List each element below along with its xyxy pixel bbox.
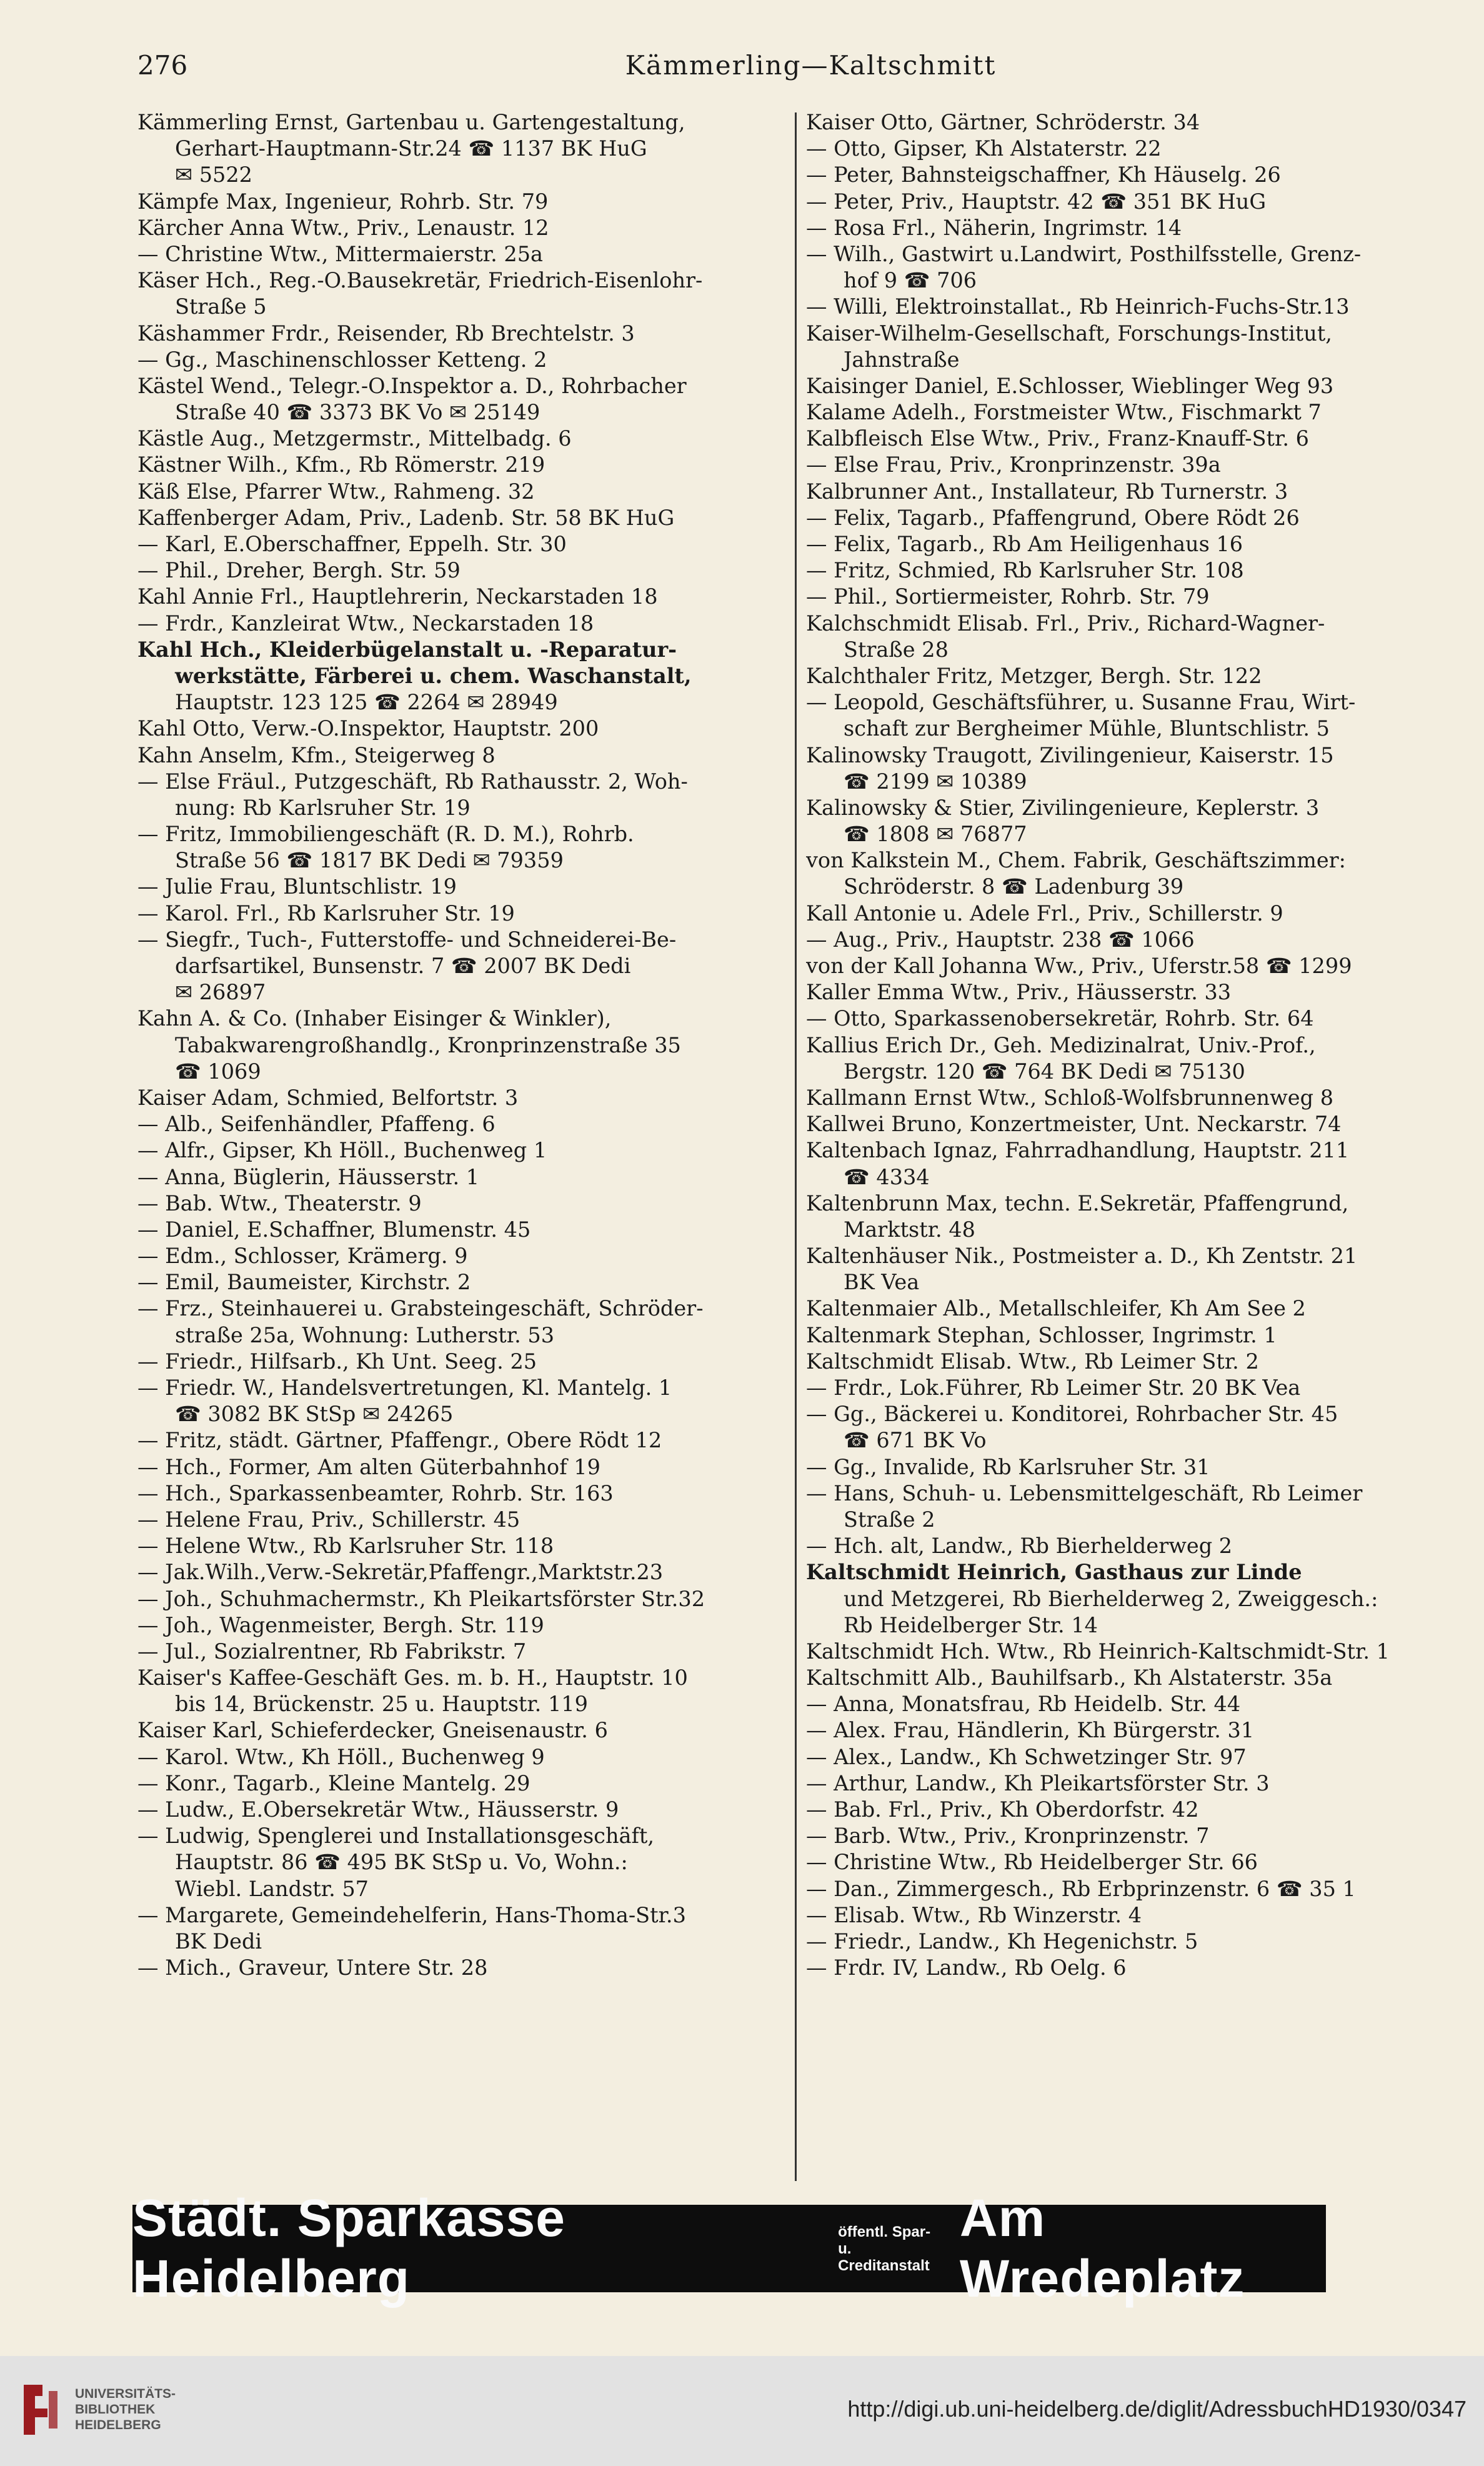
directory-entry-line: — Bab. Frl., Priv., Kh Oberdorfstr. 42 [806,1797,1199,1822]
directory-entry-line: ☎ 671 BK Vo [844,1428,987,1453]
ad-location-text: Am Wredeplatz [959,2189,1245,2308]
directory-entry-line: — Karol. Frl., Rb Karlsruher Str. 19 [137,901,515,926]
directory-entry-line: Kall Antonie u. Adele Frl., Priv., Schillerstr. 9 [806,901,1283,926]
directory-entry-line: — Alb., Seifenhändler, Pfaffeng. 6 [137,1112,495,1137]
directory-entry-line: — Christine Wtw., Mittermaierstr. 25a [137,241,543,266]
directory-entry-line: Kaltschmidt Heinrich, Gasthaus zur Linde [806,1560,1302,1585]
viewer-footer [0,2356,1484,2466]
directory-entry-line: — Felix, Tagarb., Pfaffengrund, Obere Rödt 26 [806,505,1300,530]
directory-entry-line: — Alex., Landw., Kh Schwetzinger Str. 97 [806,1744,1247,1769]
directory-entry-line: ☎ 3082 BK StSp ✉ 24265 [175,1402,454,1427]
library-name-line-1: UNIVERSITÄTS- [75,2387,176,2401]
directory-entry-line: — Helene Wtw., Rb Karlsruher Str. 118 [137,1534,554,1559]
sparkasse-advertisement [132,2189,1326,2308]
directory-entry-line: — Hch., Former, Am alten Güterbahnhof 19 [137,1454,600,1479]
directory-entry-line: Kalchschmidt Elisab. Frl., Priv., Richard-Wagner- [806,611,1325,636]
directory-entry-line: — Mich., Graveur, Untere Str. 28 [137,1955,488,1980]
directory-entry-line: Kaltenmaier Alb., Metallschleifer, Kh Am See 2 [806,1296,1306,1321]
right-column [806,109,1450,1981]
directory-entry-line: — Daniel, E.Schaffner, Blumenstr. 45 [137,1217,531,1242]
source-url-link[interactable]: http://digi.ub.uni-heidelberg.de/diglit/AdressbuchHD1930/0347 [847,2396,1467,2422]
directory-entry-line: — Frdr. IV, Landw., Rb Oelg. 6 [806,1955,1127,1980]
page-number: 276 [137,50,188,81]
directory-entry-line: Marktstr. 48 [844,1217,975,1242]
directory-entry-line: — Bab. Wtw., Theaterstr. 9 [137,1191,422,1216]
ad-small-line-2: Creditanstalt [838,2257,930,2274]
directory-entry-line: — Aug., Priv., Hauptstr. 238 ☎ 1066 [806,927,1195,952]
directory-entry-line: ☎ 4334 [844,1164,930,1189]
directory-entry-line: und Metzgerei, Rb Bierhelderweg 2, Zweiggesch.: [844,1586,1378,1611]
directory-entry-line: Kaller Emma Wtw., Priv., Häusserstr. 33 [806,980,1232,1005]
directory-entry-line: Kaffenberger Adam, Priv., Ladenb. Str. 58 BK HuG [137,505,675,530]
directory-entry-line: — Felix, Tagarb., Rb Am Heiligenhaus 16 [806,532,1243,556]
directory-entry-line: Kämpfe Max, Ingenieur, Rohrb. Str. 79 [137,189,549,214]
directory-entry-line: — Hch., Sparkassenbeamter, Rohrb. Str. 163 [137,1480,614,1505]
directory-entry-line: von Kalkstein M., Chem. Fabrik, Geschäftszimmer: [806,848,1346,873]
directory-entry-line: Schröderstr. 8 ☎ Ladenburg 39 [844,874,1184,899]
directory-entry-line: Kaisinger Daniel, E.Schlosser, Wieblinger Weg 93 [806,373,1334,398]
directory-entry-line: — Alfr., Gipser, Kh Höll., Buchenweg 1 [137,1138,547,1163]
directory-entry-line: Hauptstr. 86 ☎ 495 BK StSp u. Vo, Wohn.: [175,1850,628,1875]
directory-entry-line: werkstätte, Färberei u. chem. Waschanstalt, [175,663,692,688]
directory-entry-line: von der Kall Johanna Ww., Priv., Uferstr.58 ☎ 1299 [806,954,1352,978]
directory-entry-line: Kaiser's Kaffee-Geschäft Ges. m. b. H., Hauptstr. 10 [137,1665,688,1690]
directory-entry-line: Kalame Adelh., Forstmeister Wtw., Fischmarkt 7 [806,400,1322,425]
directory-entry-line: ☎ 1808 ✉ 76877 [844,822,1027,847]
directory-entry-line: Kaiser Adam, Schmied, Belfortstr. 3 [137,1085,519,1110]
directory-entry-line: ☎ 1069 [175,1059,261,1084]
directory-entry-line: — Gg., Invalide, Rb Karlsruher Str. 31 [806,1454,1210,1479]
directory-entry-line: Kaltschmidt Hch. Wtw., Rb Heinrich-Kaltschmidt-Str. 1 [806,1639,1390,1664]
directory-entry-line: Kalbrunner Ant., Installateur, Rb Turnerstr. 3 [806,479,1288,504]
directory-entry-line: — Julie Frau, Bluntschlistr. 19 [137,874,457,899]
directory-entry-line: — Alex. Frau, Händlerin, Kh Bürgerstr. 31 [806,1718,1255,1743]
running-head: Kämmerling—Kaltschmitt [625,50,997,81]
directory-entry-line: — Fritz, Schmied, Rb Karlsruher Str. 108 [806,558,1244,583]
directory-entry-line: Kaltenbach Ignaz, Fahrradhandlung, Hauptstr. 211 [806,1138,1350,1163]
directory-entry-line: Straße 40 ☎ 3373 BK Vo ✉ 25149 [175,400,540,425]
directory-entry-line: — Peter, Bahnsteigschaffner, Kh Häuselg. 26 [806,162,1281,187]
directory-entry-line: — Gg., Maschinenschlosser Ketteng. 2 [137,347,547,372]
directory-entry-line: Kalinowsky Traugott, Zivilingenieur, Kaiserstr. 15 [806,742,1334,767]
directory-entry-line: — Friedr., Landw., Kh Hegenichstr. 5 [806,1929,1198,1954]
directory-entry-line: — Siegfr., Tuch-, Futterstoffe- und Schneiderei-Be- [137,927,677,952]
directory-entry-line: Wiebl. Landstr. 57 [175,1876,369,1901]
ad-small-text [838,2224,942,2274]
directory-entry-line: ☎ 2199 ✉ 10389 [844,769,1027,794]
directory-entry-line: Kahl Hch., Kleiderbügelanstalt u. -Reparatur- [137,637,677,662]
directory-entry-line: — Wilh., Gastwirt u.Landwirt, Posthilfsstelle, Grenz- [806,241,1362,266]
directory-entry-line: Tabakwarengroßhandlg., Kronprinzenstraße 35 [175,1032,681,1057]
directory-entry-line: Hauptstr. 123 125 ☎ 2264 ✉ 28949 [175,690,558,715]
directory-entry-line: Kalchthaler Fritz, Metzger, Bergh. Str. 122 [806,663,1262,688]
directory-entry-line: Kästle Aug., Metzgermstr., Mittelbadg. 6 [137,426,572,451]
directory-entry-line: — Dan., Zimmergesch., Rb Erbprinzenstr. 6 ☎ 35 1 [806,1876,1356,1901]
directory-entry-line: — Otto, Sparkassenobersekretär, Rohrb. Str. 64 [806,1006,1314,1031]
directory-entry-line: — Hch. alt, Landw., Rb Bierhelderweg 2 [806,1534,1233,1559]
directory-entry-line: — Phil., Dreher, Bergh. Str. 59 [137,558,461,583]
directory-entry-line: — Jak.Wilh.,Verw.-Sekretär,Pfaffengr.,Marktstr.23 [137,1560,664,1585]
directory-entry-line: Kärcher Anna Wtw., Priv., Lenaustr. 12 [137,215,549,240]
directory-entry-line: — Ludwig, Spenglerei und Installationsgeschäft, [137,1824,654,1849]
ad-small-line-1: öffentl. Spar- u. [838,2223,931,2257]
directory-entry-line: — Friedr., Hilfsarb., Kh Unt. Seeg. 25 [137,1349,537,1374]
directory-entry-line: Straße 56 ☎ 1817 BK Dedi ✉ 79359 [175,848,564,873]
directory-entry-line: — Else Fräul., Putzgeschäft, Rb Rathausstr. 2, Woh- [137,769,688,794]
directory-entry-line: Kahl Otto, Verw.-O.Inspektor, Hauptstr. 200 [137,716,599,741]
directory-entry-line: Kalinowsky & Stier, Zivilingenieure, Keplerstr. 3 [806,795,1320,820]
directory-entry-line: BK Vea [844,1270,920,1295]
directory-entry-line: — Joh., Wagenmeister, Bergh. Str. 119 [137,1612,544,1637]
directory-entry-line: — Else Frau, Priv., Kronprinzenstr. 39a [806,452,1221,477]
directory-entry-line: — Gg., Bäckerei u. Konditorei, Rohrbacher Str. 45 [806,1402,1338,1427]
directory-entry-line: Kalbfleisch Else Wtw., Priv., Franz-Knauff-Str. 6 [806,426,1309,451]
directory-entry-line: Kaltschmitt Alb., Bauhilfsarb., Kh Alstaterstr. 35a [806,1665,1333,1690]
university-library-logo-icon [17,2379,64,2441]
directory-entry-line: BK Dedi [175,1929,262,1954]
directory-entry-line: — Helene Frau, Priv., Schillerstr. 45 [137,1507,520,1532]
directory-entry-line: schaft zur Bergheimer Mühle, Bluntschlistr. 5 [844,716,1330,741]
directory-entry-line: — Margarete, Gemeindehelferin, Hans-Thoma-Str.3 [137,1902,686,1927]
directory-entry-line: — Fritz, Immobiliengeschäft (R. D. M.), Rohrb. [137,822,634,847]
directory-entry-line: Käß Else, Pfarrer Wtw., Rahmeng. 32 [137,479,535,504]
directory-entry-line: Kästner Wilh., Kfm., Rb Römerstr. 219 [137,452,545,477]
directory-entry-line: Jahnstraße [844,347,960,372]
directory-entry-line: — Friedr. W., Handelsvertretungen, Kl. Mantelg. 1 [137,1375,672,1400]
directory-entry-line: Rb Heidelberger Str. 14 [844,1612,1098,1637]
directory-entry-line: — Karl, E.Oberschaffner, Eppelh. Str. 30 [137,532,567,556]
directory-entry-line: Kämmerling Ernst, Gartenbau u. Gartengestaltung, [137,110,685,134]
directory-entry-line: — Jul., Sozialrentner, Rb Fabrikstr. 7 [137,1639,527,1664]
directory-entry-line: — Phil., Sortiermeister, Rohrb. Str. 79 [806,584,1210,609]
directory-entry-line: straße 25a, Wohnung: Lutherstr. 53 [175,1322,555,1347]
directory-entry-line: Kaltenbrunn Max, techn. E.Sekretär, Pfaffengrund, [806,1191,1349,1216]
directory-entry-line: Straße 2 [844,1507,935,1532]
ad-main-text: Städt. Sparkasse Heidelberg [132,2189,566,2308]
directory-entry-line: — Frz., Steinhauerei u. Grabsteingeschäft, Schröder- [137,1296,704,1321]
left-column [137,109,781,1981]
directory-entry-line: — Fritz, städt. Gärtner, Pfaffengr., Obere Rödt 12 [137,1428,662,1453]
directory-entry-line: — Frdr., Kanzleirat Wtw., Neckarstaden 18 [137,611,594,636]
directory-entry-line: Kallius Erich Dr., Geh. Medizinalrat, Univ.-Prof., [806,1032,1316,1057]
directory-entry-line: nung: Rb Karlsruher Str. 19 [175,795,471,820]
directory-entry-line: — Edm., Schlosser, Krämerg. 9 [137,1244,468,1269]
library-name-line-2: BIBLIOTHEK [75,2402,156,2417]
directory-entry-line: — Emil, Baumeister, Kirchstr. 2 [137,1270,471,1295]
directory-entry-line: Kaiser Karl, Schieferdecker, Gneisenaustr. 6 [137,1718,608,1743]
directory-entry-line: hof 9 ☎ 706 [844,268,977,293]
directory-entry-line: — Christine Wtw., Rb Heidelberger Str. 66 [806,1850,1258,1875]
directory-entry-line: Gerhart-Hauptmann-Str.24 ☎ 1137 BK HuG [175,136,647,161]
directory-entry-line: — Frdr., Lok.Führer, Rb Leimer Str. 20 BK Vea [806,1375,1301,1400]
directory-entry-line: Kaiser Otto, Gärtner, Schröderstr. 34 [806,110,1200,134]
directory-entry-line: Kahn Anselm, Kfm., Steigerweg 8 [137,742,495,767]
directory-entry-line: — Arthur, Landw., Kh Pleikartsförster Str. 3 [806,1770,1270,1795]
directory-entry-line: Kallmann Ernst Wtw., Schloß-Wolfsbrunnenweg 8 [806,1085,1334,1110]
directory-entry-line: Kaltenhäuser Nik., Postmeister a. D., Kh Zentstr. 21 [806,1244,1358,1269]
directory-entry-line: Kaiser-Wilhelm-Gesellschaft, Forschungs-Institut, [806,321,1332,346]
directory-entry-line: Kahn A. & Co. (Inhaber Eisinger & Winkler), [137,1006,612,1031]
directory-entry-line: ✉ 26897 [175,980,266,1005]
directory-entry-line: — Otto, Gipser, Kh Alstaterstr. 22 [806,136,1162,161]
directory-entry-line: Kallwei Bruno, Konzertmeister, Unt. Neckarstr. 74 [806,1112,1342,1137]
directory-entry-line: Straße 28 [844,637,949,662]
directory-entry-line: Bergstr. 120 ☎ 764 BK Dedi ✉ 75130 [844,1059,1245,1084]
directory-entry-line: — Karol. Wtw., Kh Höll., Buchenweg 9 [137,1744,545,1769]
directory-entry-line: — Elisab. Wtw., Rb Winzerstr. 4 [806,1902,1142,1927]
directory-entry-line: Straße 5 [175,294,267,319]
directory-entry-line: Kaltschmidt Elisab. Wtw., Rb Leimer Str. 2 [806,1349,1259,1374]
directory-entry-line: Kahl Annie Frl., Hauptlehrerin, Neckarstaden 18 [137,584,658,609]
directory-entry-line: Käshammer Frdr., Reisender, Rb Brechtelstr. 3 [137,321,635,346]
directory-entry-line: Kästel Wend., Telegr.-O.Inspektor a. D., Rohrbacher [137,373,687,398]
directory-entry-line: ✉ 5522 [175,162,252,187]
directory-entry-line: — Rosa Frl., Näherin, Ingrimstr. 14 [806,215,1182,240]
directory-entry-line: — Anna, Monatsfrau, Rb Heidelb. Str. 44 [806,1692,1241,1717]
directory-entry-line: — Peter, Priv., Hauptstr. 42 ☎ 351 BK HuG [806,189,1267,214]
directory-entry-line: — Konr., Tagarb., Kleine Mantelg. 29 [137,1770,530,1795]
column-divider [795,112,797,2181]
directory-entry-line: — Leopold, Geschäftsführer, u. Susanne Frau, Wirt- [806,690,1356,715]
page-header [137,50,1484,94]
directory-entry-line: Kaltenmark Stephan, Schlosser, Ingrimstr. 1 [806,1322,1277,1347]
directory-entry-line: — Anna, Büglerin, Häusserstr. 1 [137,1164,480,1189]
directory-entry-line: — Hans, Schuh- u. Lebensmittelgeschäft, Rb Leimer [806,1480,1363,1505]
directory-entry-line: bis 14, Brückenstr. 25 u. Hauptstr. 119 [175,1692,588,1717]
library-name [75,2386,176,2433]
directory-entry-line: — Ludw., E.Obersekretär Wtw., Häusserstr. 9 [137,1797,619,1822]
directory-entry-line: — Barb. Wtw., Priv., Kronprinzenstr. 7 [806,1824,1210,1849]
library-name-line-3: HEIDELBERG [75,2418,161,2432]
directory-entry-line: darfsartikel, Bunsenstr. 7 ☎ 2007 BK Dedi [175,954,631,978]
directory-entry-line: — Joh., Schuhmachermstr., Kh Pleikartsförster Str.32 [137,1586,705,1611]
directory-entry-line: — Willi, Elektroinstallat., Rb Heinrich-Fuchs-Str.13 [806,294,1350,319]
directory-entry-line: Käser Hch., Reg.-O.Bausekretär, Friedrich-Eisenlohr- [137,268,703,293]
